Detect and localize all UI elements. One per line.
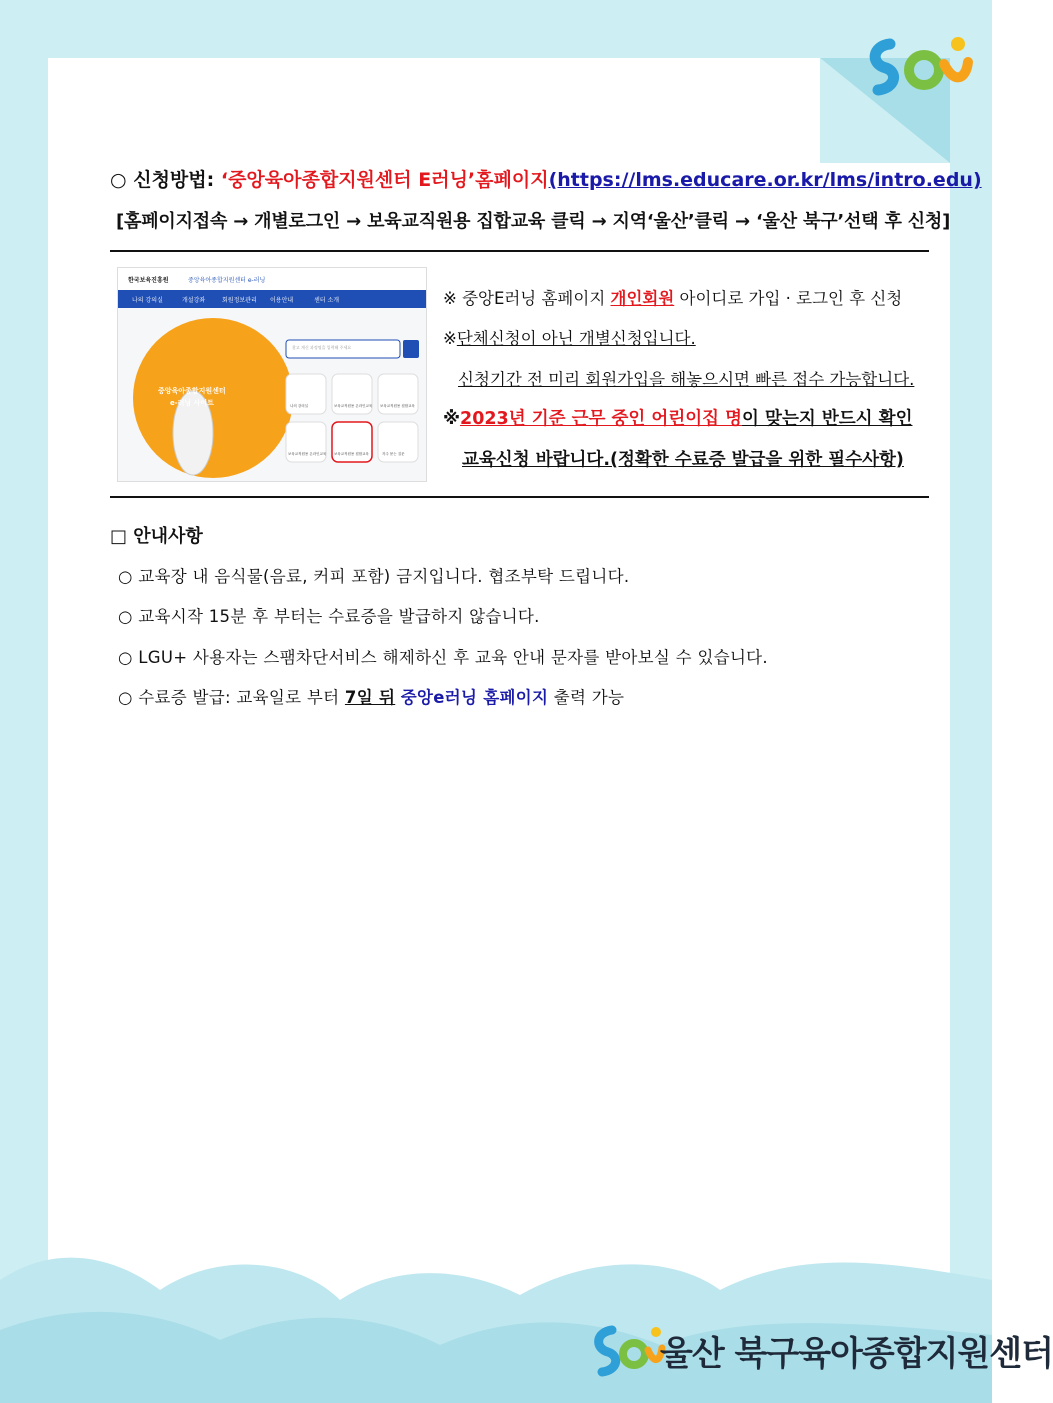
screenshot-site: 중앙육아종합지원센터 e-러닝 [188,277,266,284]
screenshot-nav-item: 센터 소개 [314,297,340,304]
certificate-prefix: ○ 수료증 발급: 교육일로 부터 [118,688,345,707]
screenshot-nav [118,290,426,308]
certificate-suffix: 출력 가능 [548,688,625,707]
screenshot-hero [118,308,426,481]
guide-item: ○ LGU+ 사용자는 스팸차단서비스 해제하신 후 교육 안내 문자를 받아보실 수 있습니다. [118,648,768,667]
paper-sheet [48,58,950,1358]
method-site-name: ‘중앙육아종합지원센터 E러닝’홈페이지 [220,169,549,191]
note4-highlight: 2023년 기준 근무 중인 어린이집 명 [460,409,743,429]
footer-center-name: 울산 북구육아종합지원센터 [660,1334,1053,1374]
method-bullet: ○ [110,169,127,191]
screenshot-nav-item: 이용안내 [270,297,294,304]
divider-top [110,250,929,252]
screenshot-nav-item: 회원정보관리 [222,297,257,304]
guide-item: ○ 교육장 내 음식물(음료, 커피 포함) 금지입니다. 협조부탁 드립니다. [118,567,630,586]
guide-item: ○ 교육시작 15분 후 부터는 수료증을 발급하지 않습니다. [118,607,540,626]
guide-title: □ 안내사항 [110,526,203,547]
note4-suffix: 이 맞는지 반드시 확인 [742,409,913,429]
screenshot-header [118,268,426,290]
screenshot-tile: 보육교직원용 집합교육 [380,404,415,408]
note-required: 교육신청 바랍니다.(정확한 수료증 발급을 위한 필수사항) [462,450,904,470]
certificate-days: 7일 뒤 [344,688,396,707]
screenshot-tile: 보육교직원용 집합교육 [334,452,369,456]
method-label: 신청방법: [133,169,215,191]
certificate-site: 중앙e러닝 홈페이지 [400,688,549,707]
guide-item-certificate [118,684,624,708]
application-method [110,165,982,192]
screenshot-search: 찾고 계신 과정명을 입력해 주세요 [292,345,352,350]
application-steps: [홈페이지접속 → 개별로그인 → 보육교직원용 집합교육 클릭 → 지역‘울산’클릭 → ‘울산 북구’선택 후 신청] [116,211,951,232]
screenshot-org: 한국보육진흥원 [128,277,169,284]
screenshot-nav-item: 나의 강의실 [132,297,163,304]
note2-mark: ※ [443,329,457,348]
note1-highlight: 개인회원 [610,289,675,308]
screenshot-tile: 보육교직원용 온라인교육 [334,404,373,408]
divider-bottom [110,496,929,498]
note-personal-member [443,285,902,309]
center-logo-icon [862,34,974,102]
screenshot-tile: 보육교직원용 온라인교육 [288,452,327,456]
screenshot-hero-line2: e-러닝 사이트 [170,399,214,407]
note1-suffix: 아이디로 가입 · 로그인 후 신청 [674,289,903,308]
screenshot-tile: 나의 강의실 [290,404,309,408]
method-url-link[interactable]: (https://lms.educare.or.kr/lms/intro.edu) [548,169,982,191]
note-check-center [443,405,912,430]
website-screenshot [117,267,427,482]
screenshot-tile: 자주 묻는 질문 [382,452,405,456]
note-signup-in-advance: 신청기간 전 미리 회원가입을 해놓으시면 빠른 접수 가능합니다. [458,370,915,389]
screenshot-hero-line1: 중앙육아종합지원센터 [158,387,226,395]
note1-prefix: ※ 중앙E러닝 홈페이지 [443,289,611,308]
note-individual-application [443,325,696,349]
note4-mark: ※ [443,409,461,429]
note2-text: 단체신청이 아닌 개별신청입니다. [456,329,696,348]
screenshot-nav-item: 개설강좌 [182,297,206,304]
